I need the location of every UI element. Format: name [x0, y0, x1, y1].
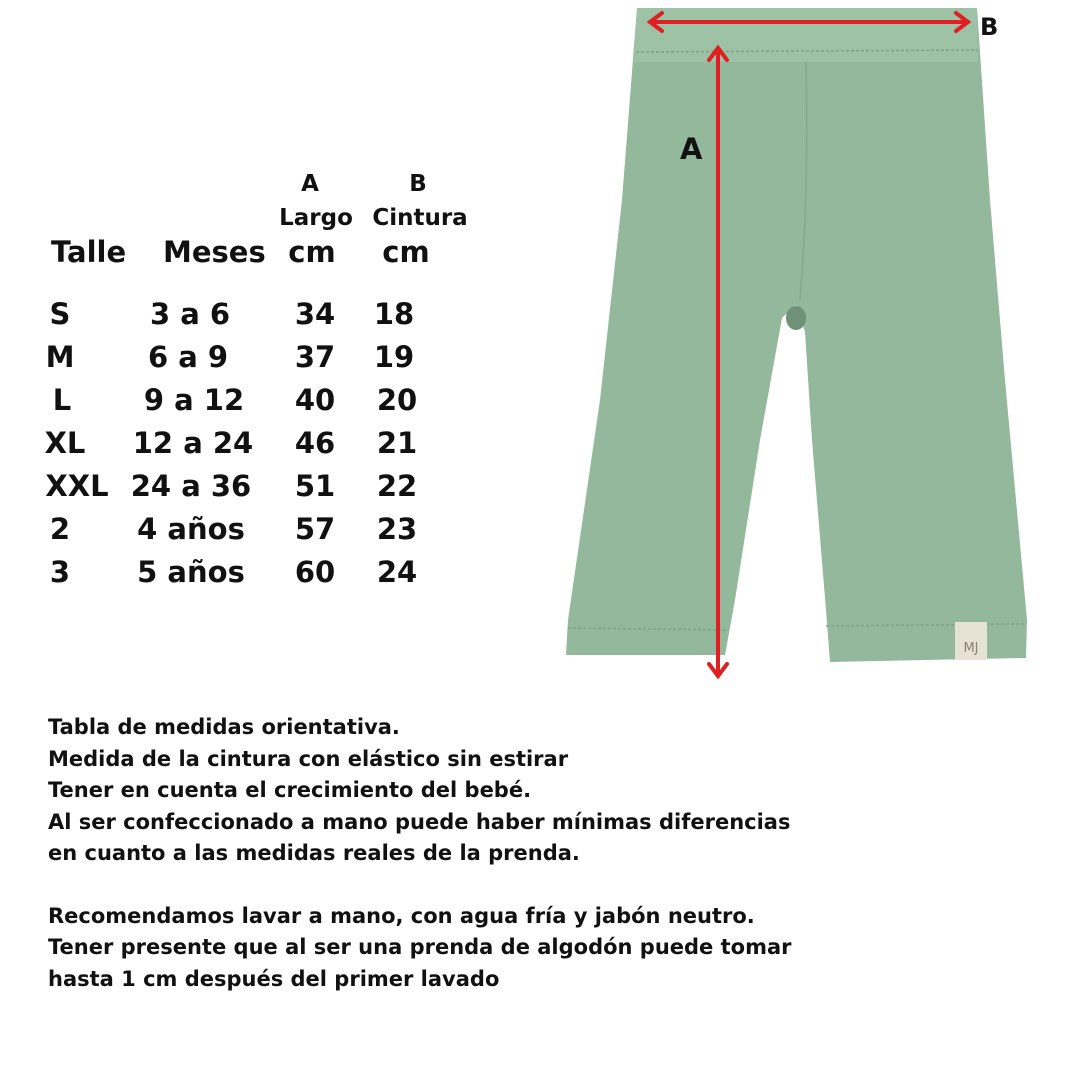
cell-largo: 57	[294, 512, 336, 546]
header-cintura-name: Cintura	[372, 205, 468, 231]
cell-cintura: 21	[376, 426, 418, 460]
note-line: Medida de la cintura con elástico sin estirar	[48, 746, 569, 771]
tag-text: MJ	[963, 641, 979, 656]
cell-cintura: 20	[376, 383, 418, 417]
notes	[48, 712, 791, 995]
header-largo-unit: cm	[288, 235, 336, 269]
cell-cintura: 19	[373, 340, 415, 374]
cell-meses: 5 años	[137, 555, 245, 589]
label-b: B	[980, 13, 999, 41]
cell-largo: 34	[294, 297, 336, 331]
note-line: en cuanto a las medidas reales de la prenda.	[48, 841, 580, 865]
care-line: hasta 1 cm después del primer lavado	[48, 966, 500, 991]
cell-meses: 4 años	[137, 512, 245, 546]
cell-meses: 24 a 36	[130, 469, 252, 503]
header-largo-letter: A	[301, 171, 319, 197]
cell-talle: 3	[49, 555, 71, 589]
cell-largo: 40	[294, 383, 336, 417]
note-line: Tener en cuenta el crecimiento del bebé.	[48, 778, 532, 802]
cell-largo: 37	[294, 340, 336, 374]
cell-talle: L	[52, 383, 72, 417]
waistband	[634, 8, 978, 62]
note-line: Tabla de medidas orientativa.	[48, 715, 400, 739]
cell-largo: 46	[294, 426, 336, 460]
header-largo-name: Largo	[279, 205, 353, 231]
cell-talle: XL	[44, 426, 86, 460]
care-line: Tener presente que al ser una prenda de algodón puede tomar	[48, 935, 792, 959]
label-a: A	[680, 132, 703, 166]
header-cintura-letter: B	[409, 171, 427, 197]
crotch-shadow	[786, 306, 806, 330]
cell-meses: 3 a 6	[149, 297, 231, 331]
care-line: Recomendamos lavar a mano, con agua fría y jabón neutro.	[48, 903, 755, 928]
cell-cintura: 18	[373, 297, 415, 331]
cell-meses: 12 a 24	[132, 426, 254, 460]
cell-cintura: 22	[376, 469, 418, 503]
cell-meses: 9 a 12	[143, 383, 245, 417]
cell-talle: XXL	[45, 469, 109, 503]
cell-largo: 51	[294, 469, 336, 503]
cell-talle: S	[49, 297, 71, 331]
header-meses: Meses	[163, 235, 266, 269]
note-line: Al ser confeccionado a mano puede haber mínimas diferencias	[48, 809, 791, 834]
cell-meses: 6 a 9	[147, 340, 229, 374]
cell-largo: 60	[294, 555, 336, 589]
leggings-body	[566, 8, 1027, 662]
cell-cintura: 23	[376, 512, 418, 546]
cell-talle: 2	[49, 512, 71, 546]
cell-cintura: 24	[376, 555, 418, 589]
cell-talle: M	[45, 340, 75, 374]
header-cintura-unit: cm	[382, 235, 430, 269]
header-talle: Talle	[51, 235, 127, 269]
